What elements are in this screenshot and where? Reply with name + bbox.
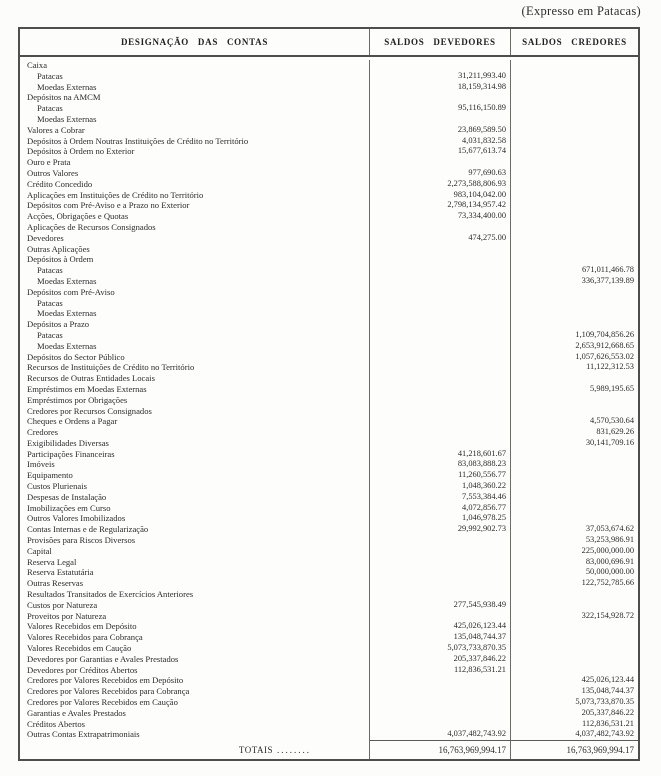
account-label: Depósitos à Ordem no Exterior: [20, 146, 370, 157]
credit-value: [511, 179, 638, 190]
account-label: Outras Aplicações: [20, 244, 370, 255]
credit-value: 5,073,733,870.35: [575, 697, 634, 707]
account-label: Contas Internas e de Regularização: [20, 524, 370, 535]
credit-value: [511, 125, 638, 136]
table-row: [20, 298, 638, 309]
debit-value: [370, 265, 511, 276]
table-row: [20, 362, 638, 373]
account-label: Moedas Externas: [20, 114, 370, 125]
debit-value: 277,545,938.49: [370, 600, 511, 611]
credit-value: 205,337,846.22: [581, 707, 634, 717]
debit-value: [370, 675, 511, 686]
credit-value: [511, 632, 638, 643]
debit-value: [370, 578, 511, 589]
table-row: [20, 71, 638, 82]
debit-value: [370, 373, 511, 384]
credit-value: [511, 211, 638, 222]
account-label: Ouro e Prata: [20, 157, 370, 168]
credit-value: [511, 308, 638, 319]
debit-value: 1,046,978.25: [370, 513, 511, 524]
account-label: Depósitos a Prazo: [20, 319, 370, 330]
totals-debit-value: 16,763,969,994.17: [370, 740, 511, 759]
table-row: [20, 233, 638, 244]
table-row: [20, 114, 638, 125]
credit-value: [511, 513, 638, 524]
account-label: Despesas de Instalação: [20, 492, 370, 503]
debit-value: [370, 308, 511, 319]
table-row: [20, 287, 638, 298]
table-row: [20, 675, 638, 686]
credit-value: [511, 470, 638, 481]
credit-value: 322,154,928.72: [581, 610, 634, 620]
table-row: [20, 643, 638, 654]
debit-value: 5,073,733,870.35: [370, 643, 511, 654]
table-row: [20, 513, 638, 524]
debit-value: [370, 438, 511, 449]
table-row: [20, 125, 638, 136]
credit-value: 336,377,139.89: [581, 275, 634, 285]
table-row: [20, 492, 638, 503]
debit-value: [370, 708, 511, 719]
account-label: Aplicações de Recursos Consignados: [20, 222, 370, 233]
account-label: Moedas Externas: [20, 341, 370, 352]
debit-value: [370, 287, 511, 298]
debit-value: [370, 254, 511, 265]
table-row: [20, 578, 638, 589]
account-label: Credores por Valores Recebidos em Caução: [20, 697, 370, 708]
debit-value: [370, 362, 511, 373]
credit-value: [511, 492, 638, 503]
credit-value: [511, 233, 638, 244]
table-row: [20, 481, 638, 492]
debit-value: [370, 341, 511, 352]
credit-value: 831,629.26: [596, 427, 634, 437]
credit-value: [511, 254, 638, 265]
debit-value: 4,037,482,743.92: [370, 729, 511, 740]
credit-value: 135,048,744.37: [581, 686, 634, 696]
table-body: [20, 57, 638, 740]
debit-value: [370, 567, 511, 578]
debit-value: 95,116,150.89: [370, 103, 511, 114]
credit-value: [511, 168, 638, 179]
account-label: Capital: [20, 546, 370, 557]
account-label: Recursos de Instituições de Crédito no Território: [20, 362, 370, 373]
table-row: [20, 330, 638, 341]
account-label: Créditos Abertos: [20, 719, 370, 730]
account-label: Patacas: [20, 103, 370, 114]
totals-label: TOTAIS: [238, 744, 273, 755]
credit-value: [511, 319, 638, 330]
table-row: [20, 136, 638, 147]
account-label: Proveitos por Natureza: [20, 611, 370, 622]
credit-value: 425,026,123.44: [581, 675, 634, 685]
credit-value: 53,253,986.91: [585, 535, 634, 545]
table-row: [20, 632, 638, 643]
table-row: [20, 708, 638, 719]
credit-value: [511, 654, 638, 665]
table-row: [20, 416, 638, 427]
credit-value: [511, 621, 638, 632]
table-row: [20, 524, 638, 535]
account-label: Credores por Valores Recebidos para Cobrança: [20, 686, 370, 697]
table-row: [20, 557, 638, 568]
debit-value: [370, 114, 511, 125]
table-row: [20, 319, 638, 330]
account-label: Garantias e Avales Prestados: [20, 708, 370, 719]
account-label: Devedores por Créditos Abertos: [20, 665, 370, 676]
account-label: Aplicações em Instituições de Crédito no Território: [20, 190, 370, 201]
debit-value: [370, 697, 511, 708]
credit-value: 11,122,312.53: [586, 362, 634, 372]
table-row: [20, 200, 638, 211]
table-row: [20, 589, 638, 600]
debit-value: 23,869,589.50: [370, 125, 511, 136]
table-row: [20, 719, 638, 730]
debit-value: 977,690.63: [370, 168, 511, 179]
credit-value: 225,000,000.00: [581, 545, 634, 555]
account-label: Outros Valores Imobilizados: [20, 513, 370, 524]
debit-value: 4,072,856.77: [370, 503, 511, 514]
credit-value: 4,037,482,743.92: [575, 729, 634, 739]
debit-value: [370, 611, 511, 622]
credit-value: [511, 298, 638, 309]
account-label: Reserva Estatutária: [20, 567, 370, 578]
table-row: [20, 611, 638, 622]
table-row: [20, 654, 638, 665]
table-row: [20, 190, 638, 201]
header-designation: DESIGNAÇÃO DAS CONTAS: [20, 29, 370, 55]
debit-value: 15,677,613.74: [370, 146, 511, 157]
table-row: [20, 546, 638, 557]
table-row: [20, 308, 638, 319]
debit-value: [370, 406, 511, 417]
account-label: Valores Recebidos em Depósito: [20, 621, 370, 632]
debit-value: 73,334,400.00: [370, 211, 511, 222]
account-label: Valores Recebidos para Cobrança: [20, 632, 370, 643]
account-label: Resultados Transitados de Exercícios Anteriores: [20, 589, 370, 600]
debit-value: [370, 319, 511, 330]
credit-value: [511, 643, 638, 654]
table-row: [20, 459, 638, 470]
debit-value: 135,048,744.37: [370, 632, 511, 643]
credit-value: [511, 146, 638, 157]
table-row: [20, 535, 638, 546]
account-label: Depósitos à Ordem Noutras Instituições de Crédito no Território: [20, 136, 370, 147]
table-row: [20, 470, 638, 481]
account-label: Provisões para Riscos Diversos: [20, 535, 370, 546]
account-label: Depósitos com Pré-Aviso e a Prazo no Exterior: [20, 200, 370, 211]
balance-sheet-table: [18, 27, 640, 761]
debit-value: 1,048,360.22: [370, 481, 511, 492]
debit-value: 4,031,832.58: [370, 136, 511, 147]
totals-leader-dots: ........: [277, 744, 311, 755]
credit-value: [511, 589, 638, 600]
debit-value: 983,104,042.00: [370, 190, 511, 201]
account-label: Credores por Recursos Consignados: [20, 406, 370, 417]
debit-value: [370, 686, 511, 697]
table-row: [20, 341, 638, 352]
debit-value: 2,798,134,957.42: [370, 200, 511, 211]
credit-value: 122,752,785.66: [581, 578, 634, 588]
table-row: [20, 168, 638, 179]
credit-value: [511, 157, 638, 168]
debit-value: [370, 276, 511, 287]
credit-value: 83,000,696.91: [585, 556, 634, 566]
totals-label-cell: [20, 740, 370, 759]
account-label: Imobilizações em Curso: [20, 503, 370, 514]
credit-value: [511, 665, 638, 676]
debit-value: [370, 535, 511, 546]
credit-value: [511, 449, 638, 460]
table-row: [20, 373, 638, 384]
credit-value: [511, 200, 638, 211]
table-row: [20, 157, 638, 168]
debit-value: 11,260,556.77: [370, 470, 511, 481]
table-row: [20, 567, 638, 578]
account-label: Outras Contas Extrapatrimoniais: [20, 729, 370, 740]
account-label: Patacas: [20, 265, 370, 276]
account-label: Acções, Obrigações e Quotas: [20, 211, 370, 222]
account-label: Patacas: [20, 298, 370, 309]
debit-value: [370, 244, 511, 255]
account-label: Imóveis: [20, 459, 370, 470]
credit-value: [511, 222, 638, 233]
table-row: [20, 276, 638, 287]
account-label: Outras Reservas: [20, 578, 370, 589]
table-row: [20, 222, 638, 233]
debit-value: 425,026,123.44: [370, 621, 511, 632]
credit-value: 2,653,912,668.65: [575, 340, 634, 350]
table-row: [20, 352, 638, 363]
header-debit-balances: SALDOS DEVEDORES: [370, 29, 511, 55]
credit-value: [511, 600, 638, 611]
table-row: [20, 427, 638, 438]
account-label: Depósitos do Sector Público: [20, 352, 370, 363]
header-credit-balances: SALDOS CREDORES: [522, 37, 627, 47]
debit-value: 112,836,531.21: [370, 665, 511, 676]
debit-value: 7,553,384.46: [370, 492, 511, 503]
table-row: [20, 265, 638, 276]
debit-value: 83,083,888.23: [370, 459, 511, 470]
account-label: Valores Recebidos em Caução: [20, 643, 370, 654]
credit-value: [511, 71, 638, 82]
table-row: [20, 438, 638, 449]
table-row: [20, 665, 638, 676]
debit-value: [370, 384, 511, 395]
credit-value: 37,053,674.62: [585, 524, 634, 534]
table-row: [20, 729, 638, 740]
debit-value: [370, 557, 511, 568]
credit-value: [511, 459, 638, 470]
table-row: [20, 686, 638, 697]
credit-value: [511, 60, 638, 71]
totals-credit-value: 16,763,969,994.17: [511, 740, 638, 759]
debit-value: 474,275.00: [370, 233, 511, 244]
credit-value: 5,989,195.65: [590, 383, 634, 393]
credit-value: 671,011,466.78: [581, 265, 634, 275]
account-label: Moedas Externas: [20, 82, 370, 93]
debit-value: 205,337,846.22: [370, 654, 511, 665]
credit-value: 4,570,530.64: [590, 416, 634, 426]
account-label: Equipamento: [20, 470, 370, 481]
account-label: Reserva Legal: [20, 557, 370, 568]
table-row: [20, 103, 638, 114]
debit-value: [370, 395, 511, 406]
account-label: Empréstimos em Moedas Externas: [20, 384, 370, 395]
debit-value: [370, 427, 511, 438]
credit-value: 1,109,704,856.26: [575, 329, 634, 339]
account-label: Custos Plurienais: [20, 481, 370, 492]
credit-value: [511, 190, 638, 201]
credit-value: 112,836,531.21: [581, 718, 634, 728]
table-row: [20, 211, 638, 222]
debit-value: [370, 546, 511, 557]
credit-value: [511, 82, 638, 93]
table-row: [20, 395, 638, 406]
debit-value: [370, 416, 511, 427]
debit-value: 31,211,993.40: [370, 71, 511, 82]
debit-value: 41,218,601.67: [370, 449, 511, 460]
debit-value: [370, 92, 511, 103]
credit-value: [511, 373, 638, 384]
credit-value: [511, 287, 638, 298]
table-row: [20, 621, 638, 632]
table-row: [20, 244, 638, 255]
debit-value: [370, 157, 511, 168]
account-label: Participações Financeiras: [20, 449, 370, 460]
table-row: [20, 146, 638, 157]
credit-value: [511, 503, 638, 514]
table-row: [20, 82, 638, 93]
debit-value: 29,992,902.73: [370, 524, 511, 535]
account-label: Recursos de Outras Entidades Locais: [20, 373, 370, 384]
table-row: [20, 406, 638, 417]
account-label: Credores por Valores Recebidos em Depósito: [20, 675, 370, 686]
table-row: [20, 600, 638, 611]
table-row: [20, 254, 638, 265]
credit-value: [511, 244, 638, 255]
account-label: Depósitos com Pré-Aviso: [20, 287, 370, 298]
debit-value: [370, 719, 511, 730]
account-label: Credores: [20, 427, 370, 438]
account-label: Depósitos à Ordem: [20, 254, 370, 265]
debit-value: [370, 60, 511, 71]
table-row: [20, 697, 638, 708]
debit-value: 2,273,588,806.93: [370, 179, 511, 190]
account-label: Crédito Concedido: [20, 179, 370, 190]
account-label: Patacas: [20, 330, 370, 341]
account-label: Depósitos na AMCM: [20, 92, 370, 103]
credit-value: 30,141,709.16: [585, 437, 634, 447]
account-label: Valores a Cobrar: [20, 125, 370, 136]
account-label: Patacas: [20, 71, 370, 82]
table-row: [20, 60, 638, 71]
account-label: Exigibilidades Diversas: [20, 438, 370, 449]
debit-value: [370, 352, 511, 363]
credit-value: [511, 481, 638, 492]
credit-value: [511, 395, 638, 406]
account-label: Devedores por Garantias e Avales Prestados: [20, 654, 370, 665]
table-row: [20, 503, 638, 514]
account-label: Moedas Externas: [20, 276, 370, 287]
account-label: Devedores: [20, 233, 370, 244]
account-label: Moedas Externas: [20, 308, 370, 319]
table-row: [20, 179, 638, 190]
debit-value: [370, 298, 511, 309]
credit-value: [511, 103, 638, 114]
currency-note: (Expresso em Patacas): [521, 4, 641, 18]
debit-value: [370, 330, 511, 341]
credit-value: [511, 114, 638, 125]
credit-value: [511, 406, 638, 417]
debit-value: 18,159,314.98: [370, 82, 511, 93]
table-row: [20, 449, 638, 460]
credit-value: 50,000,000.00: [585, 567, 634, 577]
totals-row: [20, 740, 638, 759]
credit-value: [511, 92, 638, 103]
debit-value: [370, 589, 511, 600]
credit-value: [511, 136, 638, 147]
account-label: Caixa: [20, 60, 370, 71]
account-label: Outros Valores: [20, 168, 370, 179]
table-header-row: [20, 29, 638, 57]
account-label: Cheques e Ordens a Pagar: [20, 416, 370, 427]
account-label: Custos por Natureza: [20, 600, 370, 611]
table-row: [20, 92, 638, 103]
table-row: [20, 384, 638, 395]
credit-value: 1,057,626,553.02: [575, 351, 634, 361]
debit-value: [370, 222, 511, 233]
account-label: Empréstimos por Obrigações: [20, 395, 370, 406]
